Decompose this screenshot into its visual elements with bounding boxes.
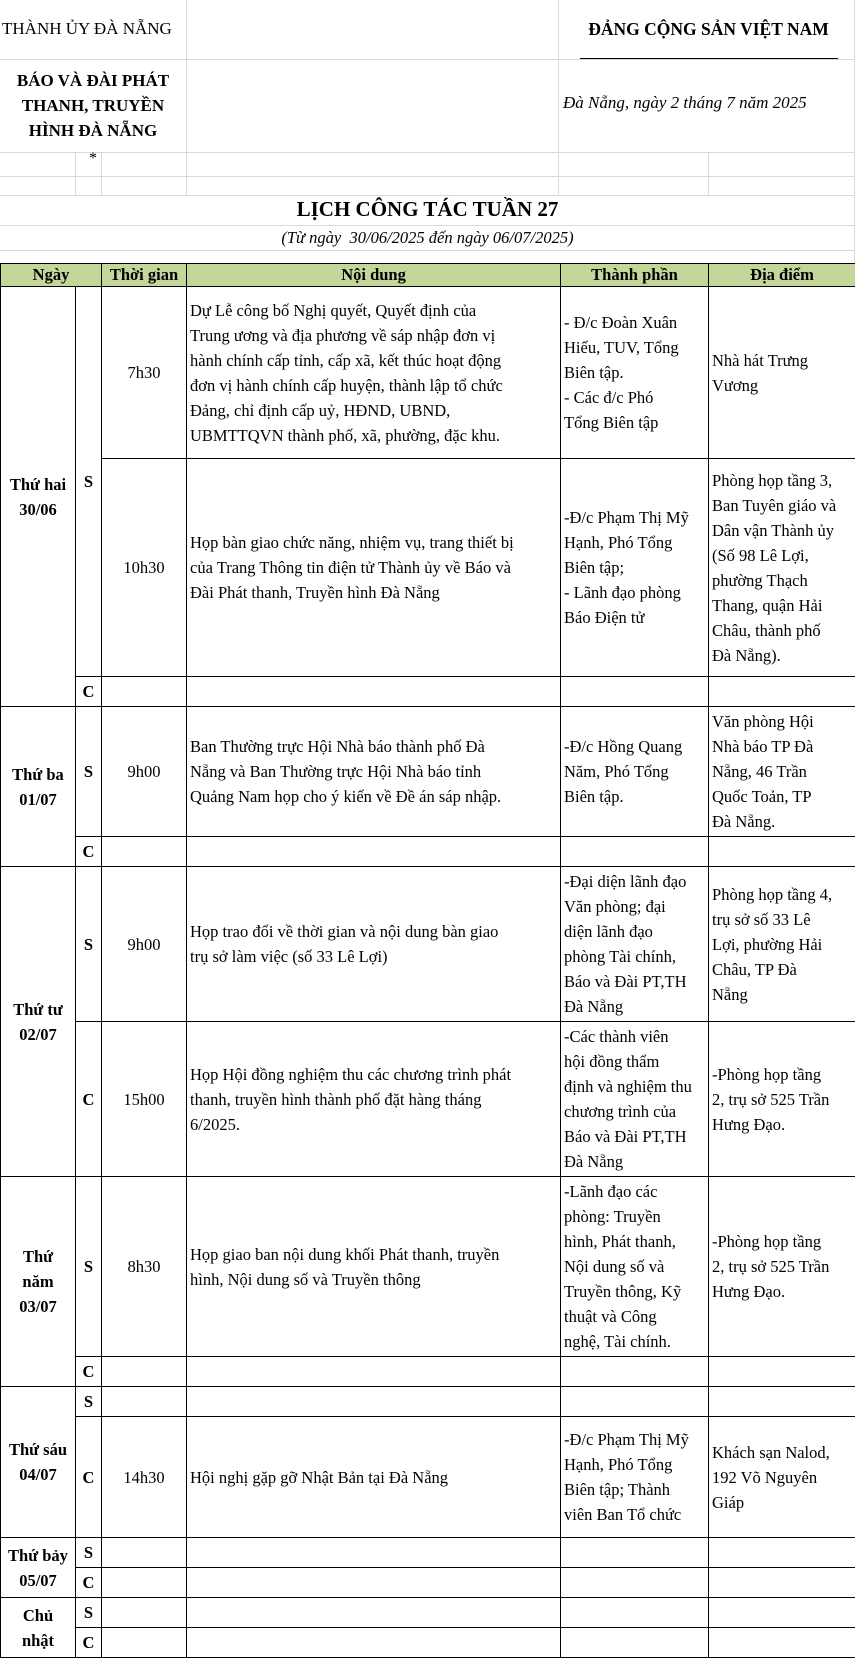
participants-cell-line: chương trình của (564, 1099, 705, 1124)
org-name-line: THANH, TRUYỀN (0, 93, 186, 118)
content-cell-line: Ban Thường trực Hội Nhà báo thành phố Đà (190, 734, 557, 759)
column-header: Thành phần (561, 264, 709, 287)
column-header: Nội dung (187, 264, 561, 287)
participants-cell-line: phòng Tài chính, (564, 944, 705, 969)
table-row (1, 837, 855, 867)
time-cell (102, 1538, 187, 1568)
document-header (0, 0, 855, 262)
content-cell (187, 1387, 561, 1417)
participants-cell-line: diện lãnh đạo (564, 919, 705, 944)
content-cell-line: 6/2025. (190, 1112, 557, 1137)
participants-cell-line: hình, Phát thanh, (564, 1229, 705, 1254)
content-cell (187, 287, 561, 459)
participants-cell (561, 1628, 709, 1658)
location-cell-line: trụ sở số 33 Lê (712, 907, 852, 932)
session-cell: S (76, 1538, 102, 1568)
content-cell-line: hành chính cấp tỉnh, cấp xã, kết thúc hoạt động (190, 348, 557, 373)
session-cell: C (76, 1417, 102, 1538)
participants-cell (561, 707, 709, 837)
participants-cell (561, 1538, 709, 1568)
location-cell-line: Châu, TP Đà (712, 957, 852, 982)
participants-cell-line: thuật và Công (564, 1304, 705, 1329)
participants-cell-line: -Lãnh đạo các (564, 1179, 705, 1204)
grid-line (558, 0, 559, 195)
participants-cell-line: Văn phòng; đại (564, 894, 705, 919)
location-cell-line: Nẵng (712, 982, 852, 1007)
participants-cell-line: phòng: Truyền (564, 1204, 705, 1229)
location-cell-line: Nhà hát Trưng (712, 348, 852, 373)
participants-cell-line: - Đ/c Đoàn Xuân (564, 310, 705, 335)
location-cell (709, 1177, 855, 1357)
table-row (1, 1538, 855, 1568)
session-cell: C (76, 1568, 102, 1598)
location-cell-line: 2, trụ sở 525 Trần (712, 1087, 852, 1112)
participants-cell-line: Biên tập. (564, 784, 705, 809)
location-cell-line: (Số 98 Lê Lợi, (712, 543, 852, 568)
participants-cell (561, 1387, 709, 1417)
location-cell (709, 677, 855, 707)
location-cell-line: Hưng Đạo. (712, 1279, 852, 1304)
content-cell-line: Họp bàn giao chức năng, nhiệm vụ, trang thiết bị (190, 530, 557, 555)
participants-cell-line: Báo và Đài PT,TH (564, 1124, 705, 1149)
table-header-row (1, 264, 855, 287)
day-label: Thứ hai (4, 472, 72, 497)
grid-line (75, 152, 76, 195)
day-cell (1, 1598, 76, 1658)
content-cell-line: Nẵng và Ban Thường trực Hội Nhà báo tỉnh (190, 759, 557, 784)
table-row (1, 1022, 855, 1177)
time-cell (102, 1357, 187, 1387)
table-row (1, 287, 855, 459)
location-cell-line: Thang, quận Hải (712, 593, 852, 618)
location-cell-line: 192 Võ Nguyên (712, 1465, 852, 1490)
time-cell: 8h30 (102, 1177, 187, 1357)
day-cell (1, 867, 76, 1177)
table-row (1, 1177, 855, 1357)
participants-cell (561, 459, 709, 677)
content-cell (187, 1177, 561, 1357)
column-header: Địa điểm (709, 264, 855, 287)
session-cell: S (76, 287, 102, 677)
time-cell: 10h30 (102, 459, 187, 677)
location-cell (709, 1387, 855, 1417)
day-label: 01/07 (4, 787, 72, 812)
content-cell (187, 677, 561, 707)
org-name-line: BÁO VÀ ĐÀI PHÁT (0, 68, 186, 93)
content-cell-line: thanh, truyền hình thành phố đặt hàng tháng (190, 1087, 557, 1112)
location-cell-line: Phòng họp tầng 3, (712, 468, 852, 493)
participants-cell (561, 1598, 709, 1628)
participants-cell (561, 1568, 709, 1598)
time-cell: 14h30 (102, 1417, 187, 1538)
content-cell-line: Đảng, chỉ định cấp uỷ, HĐND, UBND, (190, 398, 557, 423)
participants-cell-line: Nội dung số và (564, 1254, 705, 1279)
participants-cell-line: Hạnh, Phó Tổng (564, 530, 705, 555)
schedule-body (1, 287, 855, 1658)
location-cell (709, 287, 855, 459)
location-cell-line: Ban Tuyên giáo và (712, 493, 852, 518)
content-cell (187, 867, 561, 1022)
table-row (1, 867, 855, 1022)
content-cell-line: Dự Lễ công bố Nghị quyết, Quyết định của (190, 298, 557, 323)
time-cell: 9h00 (102, 867, 187, 1022)
participants-cell (561, 837, 709, 867)
content-cell-line: đơn vị hành chính cấp huyện, thành lập tổ chức (190, 373, 557, 398)
table-row (1, 677, 855, 707)
participants-cell-line: -Đại diện lãnh đạo (564, 869, 705, 894)
table-row (1, 459, 855, 677)
time-cell: 15h00 (102, 1022, 187, 1177)
time-cell (102, 837, 187, 867)
participants-cell-line: Tổng Biên tập (564, 410, 705, 435)
org-name-line: HÌNH ĐÀ NẴNG (0, 118, 186, 143)
content-cell (187, 459, 561, 677)
day-label: 04/07 (4, 1462, 72, 1487)
day-label: Thứ (4, 1244, 72, 1269)
location-cell-line: 2, trụ sở 525 Trần (712, 1254, 852, 1279)
location-cell (709, 1538, 855, 1568)
content-cell-line: Đài Phát thanh, Truyền hình Đà Nẵng (190, 580, 557, 605)
participants-cell-line: Truyền thông, Kỹ (564, 1279, 705, 1304)
content-cell-line: của Trang Thông tin điện tử Thành ủy về Báo và (190, 555, 557, 580)
location-cell-line: phường Thạch (712, 568, 852, 593)
column-header: Thời gian (102, 264, 187, 287)
org-parent: THÀNH ỦY ĐÀ NẴNG (2, 19, 187, 39)
session-cell: S (76, 1598, 102, 1628)
participants-cell-line: -Đ/c Phạm Thị Mỹ (564, 505, 705, 530)
location-cell-line: Vương (712, 373, 852, 398)
day-label: Thứ sáu (4, 1437, 72, 1462)
content-cell-line: hình, Nội dung số và Truyền thông (190, 1267, 557, 1292)
location-cell (709, 1022, 855, 1177)
content-cell (187, 1417, 561, 1538)
session-cell: S (76, 707, 102, 837)
participants-cell-line: viên Ban Tổ chức (564, 1502, 705, 1527)
grid-line (0, 225, 855, 226)
session-cell: C (76, 1022, 102, 1177)
location-cell-line: Đà Nẵng. (712, 809, 852, 834)
time-cell: 7h30 (102, 287, 187, 459)
day-label: 02/07 (4, 1022, 72, 1047)
participants-cell (561, 287, 709, 459)
participants-cell (561, 1022, 709, 1177)
participants-cell-line: Hiếu, TUV, Tổng (564, 335, 705, 360)
day-cell (1, 1177, 76, 1387)
participants-cell-line: hội đồng thẩm (564, 1049, 705, 1074)
participants-cell-line: Đà Nẵng (564, 994, 705, 1019)
participants-cell-line: Hạnh, Phó Tổng (564, 1452, 705, 1477)
grid-line (708, 152, 709, 195)
column-header: Ngày (1, 264, 102, 287)
participants-cell-line: định và nghiệm thu (564, 1074, 705, 1099)
location-cell-line: Dân vận Thành ủy (712, 518, 852, 543)
day-label: Thứ ba (4, 762, 72, 787)
table-row (1, 1598, 855, 1628)
content-cell (187, 1022, 561, 1177)
content-cell-line: UBMTTQVN thành phố, xã, phường, đặc khu. (190, 423, 557, 448)
location-cell-line: Quốc Toản, TP (712, 784, 852, 809)
location-cell-line: Nhà báo TP Đà (712, 734, 852, 759)
participants-cell-line: - Các đ/c Phó (564, 385, 705, 410)
participants-cell (561, 1357, 709, 1387)
participants-cell-line: -Đ/c Hồng Quang (564, 734, 705, 759)
location-cell (709, 837, 855, 867)
time-cell (102, 1598, 187, 1628)
location-cell (709, 1357, 855, 1387)
participants-cell-line: Đà Nẵng (564, 1149, 705, 1174)
session-cell: S (76, 867, 102, 1022)
date-line: Đà Nẵng, ngày 2 tháng 7 năm 2025 (563, 93, 853, 113)
grid-line (0, 176, 855, 177)
grid-line (0, 195, 855, 196)
table-row (1, 1357, 855, 1387)
table-row (1, 707, 855, 837)
day-label: nhật (4, 1628, 72, 1653)
location-cell-line: -Phòng họp tầng (712, 1062, 852, 1087)
party-underline (580, 58, 838, 59)
schedule-table (0, 263, 855, 1658)
org-name (0, 68, 186, 143)
table-row (1, 1387, 855, 1417)
participants-cell-line: Năm, Phó Tổng (564, 759, 705, 784)
participants-cell (561, 1177, 709, 1357)
participants-cell (561, 867, 709, 1022)
content-cell-line: Họp Hội đồng nghiệm thu các chương trình phát (190, 1062, 557, 1087)
day-label: Thứ bảy (4, 1543, 72, 1568)
session-cell: C (76, 1628, 102, 1658)
location-cell (709, 867, 855, 1022)
day-label: 30/06 (4, 497, 72, 522)
location-cell-line: Lợi, phường Hải (712, 932, 852, 957)
day-label: năm (4, 1269, 72, 1294)
time-cell: 9h00 (102, 707, 187, 837)
day-cell (1, 1538, 76, 1598)
content-cell (187, 1568, 561, 1598)
participants-cell (561, 677, 709, 707)
page-title: LỊCH CÔNG TÁC TUẦN 27 (0, 197, 855, 222)
participants-cell-line: -Đ/c Phạm Thị Mỹ (564, 1427, 705, 1452)
time-cell (102, 1387, 187, 1417)
location-cell-line: Phòng họp tầng 4, (712, 882, 852, 907)
participants-cell-line: Biên tập; Thành (564, 1477, 705, 1502)
table-row (1, 1568, 855, 1598)
grid-line (0, 250, 855, 251)
location-cell (709, 1568, 855, 1598)
session-cell: S (76, 1177, 102, 1357)
location-cell-line: Hưng Đạo. (712, 1112, 852, 1137)
location-cell-line: -Phòng họp tầng (712, 1229, 852, 1254)
time-cell (102, 1568, 187, 1598)
participants-cell-line: -Các thành viên (564, 1024, 705, 1049)
session-cell: C (76, 677, 102, 707)
location-cell (709, 1598, 855, 1628)
location-cell (709, 1628, 855, 1658)
location-cell-line: Nẵng, 46 Trần (712, 759, 852, 784)
location-cell (709, 459, 855, 677)
party-name: ĐẢNG CỘNG SẢN VIỆT NAM (562, 19, 855, 40)
grid-line (0, 59, 855, 60)
location-cell (709, 707, 855, 837)
table-row (1, 1628, 855, 1658)
table-row (1, 1417, 855, 1538)
content-cell (187, 837, 561, 867)
content-cell-line: Trung ương và địa phương về sáp nhập đơn vị (190, 323, 557, 348)
day-cell (1, 1387, 76, 1538)
day-label: Chủ (4, 1603, 72, 1628)
participants-cell-line: Biên tập. (564, 360, 705, 385)
content-cell-line: Họp giao ban nội dung khối Phát thanh, truyền (190, 1242, 557, 1267)
content-cell (187, 707, 561, 837)
content-cell (187, 1538, 561, 1568)
day-label: 03/07 (4, 1294, 72, 1319)
participants-cell-line: Báo và Đài PT,TH (564, 969, 705, 994)
content-cell-line: Quảng Nam họp cho ý kiến về Đề án sáp nhập. (190, 784, 557, 809)
location-cell-line: Đà Nẵng). (712, 643, 852, 668)
day-cell (1, 707, 76, 867)
content-cell-line: Hội nghị gặp gỡ Nhật Bản tại Đà Nẵng (190, 1465, 557, 1490)
location-cell-line: Văn phòng Hội (712, 709, 852, 734)
content-cell (187, 1598, 561, 1628)
day-cell (1, 287, 76, 707)
grid-line (0, 152, 855, 153)
participants-cell-line: - Lãnh đạo phòng (564, 580, 705, 605)
content-cell-line: trụ sở làm việc (số 33 Lê Lợi) (190, 944, 557, 969)
participants-cell-line: Báo Điện tử (564, 605, 705, 630)
time-cell (102, 677, 187, 707)
location-cell-line: Giáp (712, 1490, 852, 1515)
participants-cell-line: nghệ, Tài chính. (564, 1329, 705, 1354)
participants-cell-line: Biên tập; (564, 555, 705, 580)
content-cell-line: Họp trao đổi về thời gian và nội dung bàn giao (190, 919, 557, 944)
location-cell (709, 1417, 855, 1538)
content-cell (187, 1628, 561, 1658)
star-mark: * (80, 150, 106, 168)
content-cell (187, 1357, 561, 1387)
participants-cell (561, 1417, 709, 1538)
session-cell: S (76, 1387, 102, 1417)
location-cell-line: Châu, thành phố (712, 618, 852, 643)
time-cell (102, 1628, 187, 1658)
page-subtitle: (Từ ngày 30/06/2025 đến ngày 06/07/2025) (0, 228, 855, 248)
location-cell-line: Khách sạn Nalod, (712, 1440, 852, 1465)
day-label: Thứ tư (4, 997, 72, 1022)
session-cell: C (76, 837, 102, 867)
session-cell: C (76, 1357, 102, 1387)
day-label: 05/07 (4, 1568, 72, 1593)
